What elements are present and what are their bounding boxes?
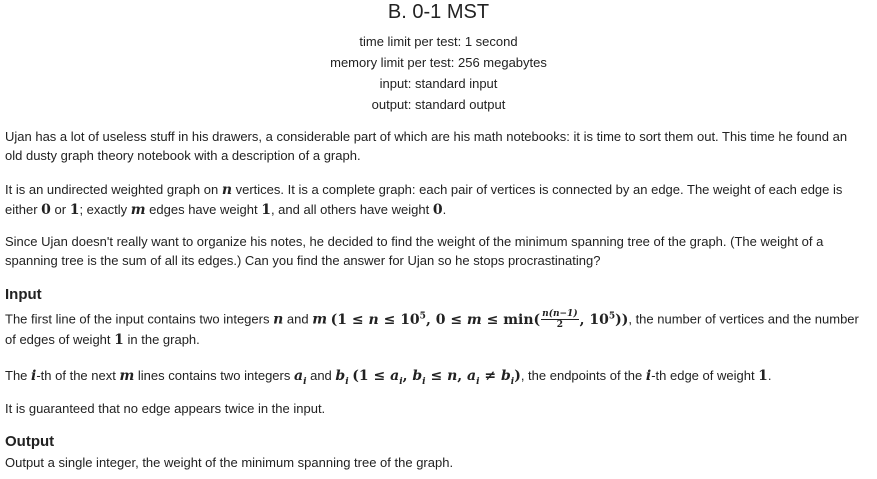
math-one: 1 xyxy=(261,202,271,218)
input-l2-b: -th of the next xyxy=(36,368,120,383)
input-l1-a: The first line of the input contains two integers xyxy=(5,311,274,327)
input-l2-d: and xyxy=(306,368,336,383)
math-one: 1 xyxy=(69,202,80,218)
output-text: Output a single integer, the weight of the minimum spanning tree of the graph. xyxy=(5,455,454,470)
input-l2-g: -th edge of weight xyxy=(651,368,759,383)
statement-paragraph-2 xyxy=(5,180,865,220)
input-l3: It is guaranteed that no edge appears twice in the input. xyxy=(5,401,326,416)
output-heading: Output xyxy=(5,433,55,450)
statement-paragraph-3 xyxy=(5,232,865,270)
input-paragraph-3 xyxy=(5,399,865,418)
p2-text-a: It is an undirected weighted graph on xyxy=(5,182,222,197)
input-l2-f: , the endpoints of the xyxy=(520,368,646,383)
math-m: m xyxy=(312,311,328,328)
problem-title: B. 0-1 MST xyxy=(387,1,490,23)
p2-text-c: or xyxy=(50,202,70,217)
input-l2-h: . xyxy=(767,368,772,383)
endpoint-constraint: ($1 \le a_i$, $b_i \le n$, $a_i \ne b_i$) xyxy=(352,368,521,387)
statement-paragraph-1 xyxy=(5,127,865,165)
math-one: 1 xyxy=(758,368,768,384)
memory-limit: memory limit per test: 256 megabytes xyxy=(330,55,547,70)
math-i: i xyxy=(645,368,652,384)
statement-p3: Since Ujan doesn't really want to organize his notes, he decided to find the weight of the minimum spanning tree of the graph. (The weight of a spanning tree is the sum of all its edges.) Can you find the answer for Ujan so he stops procrastinating? xyxy=(5,234,824,268)
p2-text-b: vertices. It is a complete graph: each pair of vertices is connected by an edge. The weight of each edge is either xyxy=(5,182,843,217)
statement-p1: Ujan has a lot of useless stuff in his drawers, a considerable part of which are his math notebooks: it is time to sort them out. This time he found an old dusty graph theory notebook with a description of a graph. xyxy=(5,129,848,163)
input-paragraph-2 xyxy=(5,366,865,386)
input-heading: Input xyxy=(5,286,42,303)
input-l1-b: and xyxy=(283,311,313,327)
math-zero: 0 xyxy=(432,202,443,218)
math-m: m xyxy=(130,202,146,218)
math-n: n xyxy=(273,311,284,328)
fraction: $\frac{n(n-1)}{2}$ xyxy=(542,309,578,330)
math-one: 1 xyxy=(114,332,124,348)
output-spec: output: standard output xyxy=(371,97,506,112)
p2-text-f: , and all others have weight xyxy=(270,202,433,217)
time-limit: time limit per test: 1 second xyxy=(359,34,518,49)
input-l2-a: The xyxy=(5,368,32,383)
constraint-formula: ($1 \le n \le 10^5$, 0 ≤ m ≤ min( $\frac{n(n-1)}{2}$ , $10^5$)) xyxy=(330,309,629,330)
math-a-i: $a_i$ xyxy=(293,368,307,387)
math-m: m xyxy=(119,368,135,384)
p2-text-d: ; exactly xyxy=(79,202,131,217)
input-l2-c: lines contains two integers xyxy=(134,368,294,383)
input-l1-d: , the number of vertices and the number of edges of weight xyxy=(5,311,859,347)
p2-text-g: . xyxy=(442,202,447,217)
input-l1-e: in the graph. xyxy=(123,332,200,347)
problem-header xyxy=(0,0,877,115)
math-b-i: $b_i$ xyxy=(335,368,349,387)
output-paragraph xyxy=(5,453,865,472)
math-zero: 0 xyxy=(41,202,51,218)
input-spec: input: standard input xyxy=(379,76,498,91)
math-i: i xyxy=(31,368,37,384)
math-n: n xyxy=(221,182,232,198)
p2-text-e: edges have weight xyxy=(145,202,262,217)
input-paragraph-1 xyxy=(5,309,865,350)
